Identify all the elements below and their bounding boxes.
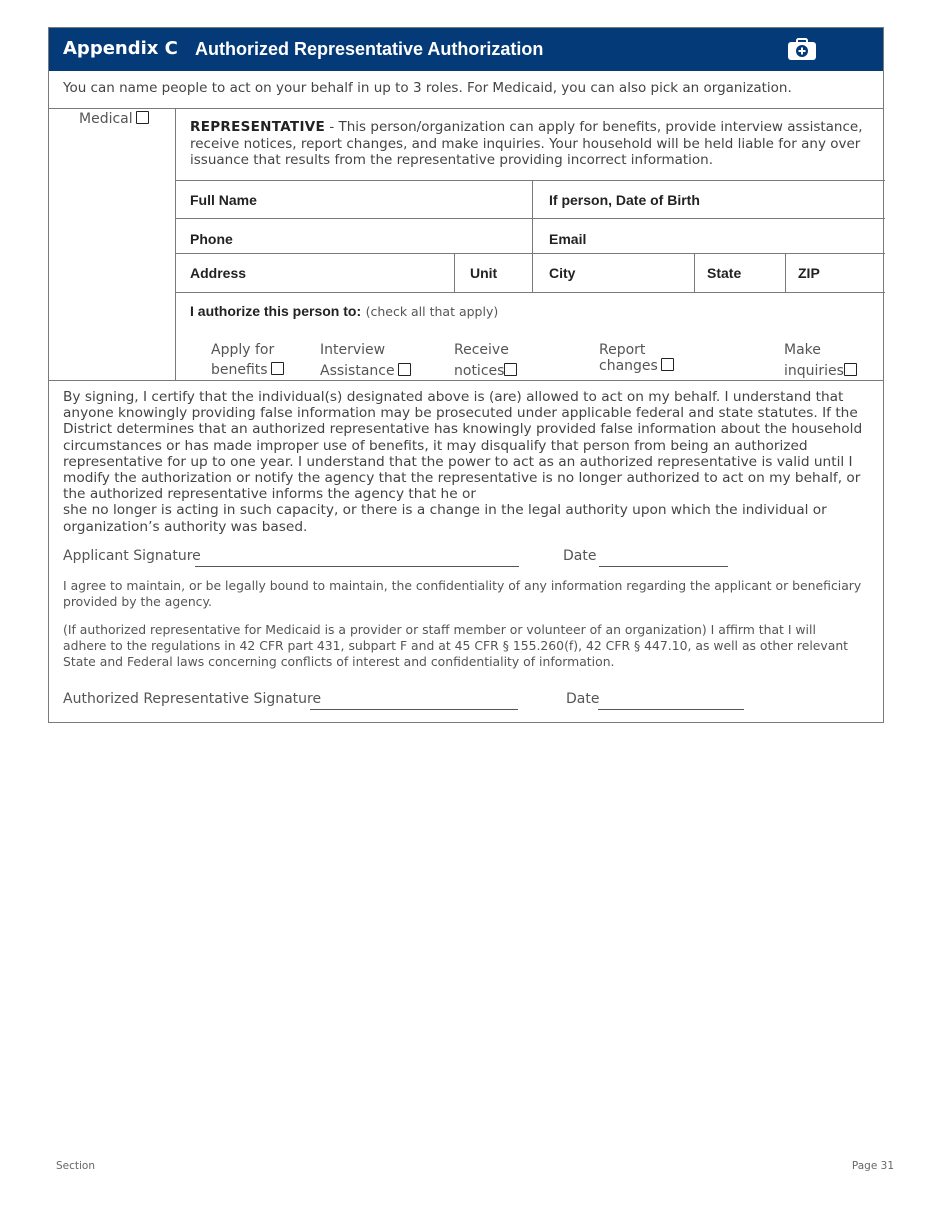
divider [49,380,883,381]
option-label: Apply for [211,342,275,358]
unit-field[interactable]: Unit [470,265,498,281]
representative-description [190,119,870,169]
dob-field[interactable]: If person, Date of Birth [549,192,700,208]
divider [175,180,885,181]
option-interview-assistance[interactable] [320,340,411,381]
phone-field[interactable]: Phone [190,231,233,247]
rep-signature-field[interactable] [310,709,518,710]
representative-text: - This person/organization can apply for benefits, provide interview assistance, receive notices, report changes, and make inquiries. Your household will be held liable for any over issuance that results from the representative providing incorrect information. [190,119,863,168]
option-receive-notices[interactable] [454,340,517,381]
representative-label: REPRESENTATIVE [190,119,326,135]
email-field[interactable]: Email [549,231,587,247]
medical-option[interactable] [79,111,149,127]
applicant-signature-label: Applicant Signature [63,548,201,564]
option-label: inquiries [784,363,844,379]
full-name-field[interactable]: Full Name [190,192,257,208]
form-header [49,28,883,71]
applicant-signature-field[interactable] [195,566,519,567]
authorize-heading [190,303,498,320]
option-apply-benefits[interactable] [211,340,284,380]
appendix-label: Appendix C [63,38,178,59]
applicant-date-field[interactable] [599,566,728,567]
city-field[interactable]: City [549,265,576,281]
medical-kit-icon [787,38,817,61]
address-field[interactable]: Address [190,265,247,281]
apply-benefits-checkbox[interactable] [271,362,284,375]
option-label: Interview [320,342,386,358]
zip-field[interactable]: ZIP [798,265,820,281]
page-number: Page 31 [851,1160,894,1172]
column-divider [454,253,455,292]
option-label: Make [784,342,821,358]
option-label: Receive [454,342,509,358]
medicaid-affirmation-text: (If authorized representative for Medicaid is a provider or staff member or volunteer of an organization) I affirm that I will adhere to the regulations in 42 CFR part 431, subpart F and at 45 CFR § 155.260(f), 42 CFR § 447.10, as well as other relevant State and Federal laws concerning conflicts of interest and confidentiality of information. [63,622,849,669]
certification-text: By signing, I certify that the individual(s) designated above is (are) allowed to act on my behalf. I understand that anyone knowingly providing false information may be prosecuted under applicable federal and state statutes. If the District determines that an authorized representative has knowingly provided false information about the household circumstances or has made improper use of benefits, it may disqualify that person from being an authorized representative for up to one year. I understand that the power to act as an authorized representative is valid until I modify the authorization or notify the agency that the representative is no longer authorized to act on my behalf, or the authorized representative informs the agency that he or she no longer is acting in such capacity, or there is a change in the legal authority upon which the individual or organization’s authority was based. [63,389,863,535]
column-divider [785,253,786,292]
authorization-form [48,27,884,723]
authorize-note: (check all that apply) [365,304,499,319]
medical-label: Medical [79,111,133,127]
report-changes-checkbox[interactable] [661,358,674,371]
option-label: changes [599,358,658,374]
applicant-date-label: Date [563,548,597,564]
option-report-changes[interactable] [599,340,674,376]
make-inquiries-checkbox[interactable] [844,363,857,376]
rep-date-label: Date [566,691,600,707]
divider [175,253,885,254]
state-field[interactable]: State [707,265,742,281]
medical-checkbox[interactable] [136,111,149,124]
confidentiality-text: I agree to maintain, or be legally bound to maintain, the confidentiality of any information regarding the applicant or beneficiary provided by the agency. [63,578,862,609]
option-label: benefits [211,362,268,378]
rep-signature-label: Authorized Representative Signature [63,691,322,707]
option-label: Report [599,342,646,358]
divider [175,218,885,219]
rep-date-field[interactable] [598,709,744,710]
divider [175,292,885,293]
intro-text: You can name people to act on your behalf in up to 3 roles. For Medicaid, you can also pick an organization. [63,80,792,96]
option-label: Assistance [320,363,395,379]
form-title: Authorized Representative Authorization [195,39,544,59]
column-divider [694,253,695,292]
option-make-inquiries[interactable] [784,340,857,381]
option-label: notices [454,363,505,379]
authorize-heading-text: I authorize this person to: [190,303,362,319]
column-divider [532,180,533,292]
column-divider [175,108,176,380]
receive-notices-checkbox[interactable] [504,363,517,376]
interview-assistance-checkbox[interactable] [398,363,411,376]
footer-section: Section [56,1160,96,1172]
